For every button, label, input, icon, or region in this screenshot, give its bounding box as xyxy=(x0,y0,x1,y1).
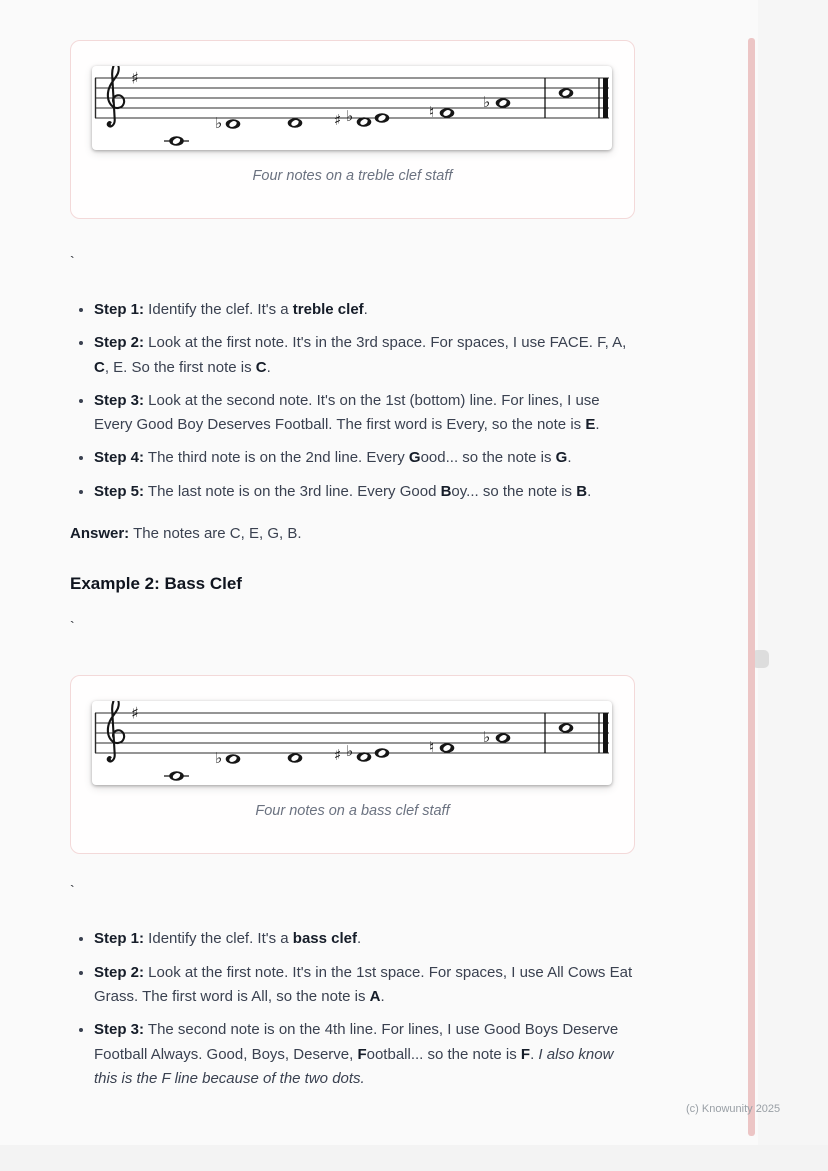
figure-caption-bass: Four notes on a bass clef staff xyxy=(255,803,450,820)
document-content xyxy=(70,0,635,1091)
page-right-margin xyxy=(758,0,828,1171)
list-item-step-1: • Step 1: Identify the clef. It's a treble clef. xyxy=(94,298,635,322)
stray-backtick: ` xyxy=(70,618,75,635)
stray-backtick: ` xyxy=(70,882,75,899)
example2-heading: Example 2: Bass Clef xyxy=(70,574,242,594)
list-item-step-1: • Step 1: Identify the clef. It's a bass clef. xyxy=(94,927,635,951)
figure-card-treble xyxy=(70,40,635,219)
list-item-step-4: • Step 4: The third note is on the 2nd line. Every Good... so the note is G. xyxy=(94,446,635,470)
bass-staff-svg xyxy=(93,701,611,785)
page-bottom-margin xyxy=(0,1145,828,1171)
treble-steps-list xyxy=(70,298,635,504)
list-item-step-3: • Step 3: The second note is on the 4th line. For lines, I use Good Boys Deserve Football Always. Good, Boys, Deserve, Football... so the note is F. I also know this is the F line because of the two dots. xyxy=(94,1018,635,1091)
staff-image-bass xyxy=(92,701,612,785)
list-item-step-2: • Step 2: Look at the first note. It's in the 1st space. For spaces, I use All Cows Eat Grass. The first word is All, so the note is A. xyxy=(94,961,635,1010)
list-item-step-2: • Step 2: Look at the first note. It's in the 3rd space. For spaces, I use FACE. F, A, C, E. So the first note is C. xyxy=(94,331,635,380)
page-edge-stripe xyxy=(748,38,755,1136)
stray-backtick: ` xyxy=(70,253,75,269)
figure-card-bass xyxy=(70,675,635,854)
bass-steps-list xyxy=(70,927,635,1091)
list-item-step-5: • Step 5: The last note is on the 3rd line. Every Good Boy... so the note is B. xyxy=(94,480,635,504)
watermark: (c) Knowunity 2025 xyxy=(686,1103,781,1115)
answer-line: Answer: The notes are C, E, G, B. xyxy=(70,525,302,543)
treble-staff-svg xyxy=(93,66,611,150)
figure-caption-treble: Four notes on a treble clef staff xyxy=(252,168,453,184)
list-item-step-3: • Step 3: Look at the second note. It's on the 1st (bottom) line. For lines, I use Every Good Boy Deserves Football. The first word is Every, so the note is E. xyxy=(94,389,635,438)
staff-image-treble xyxy=(92,66,612,150)
